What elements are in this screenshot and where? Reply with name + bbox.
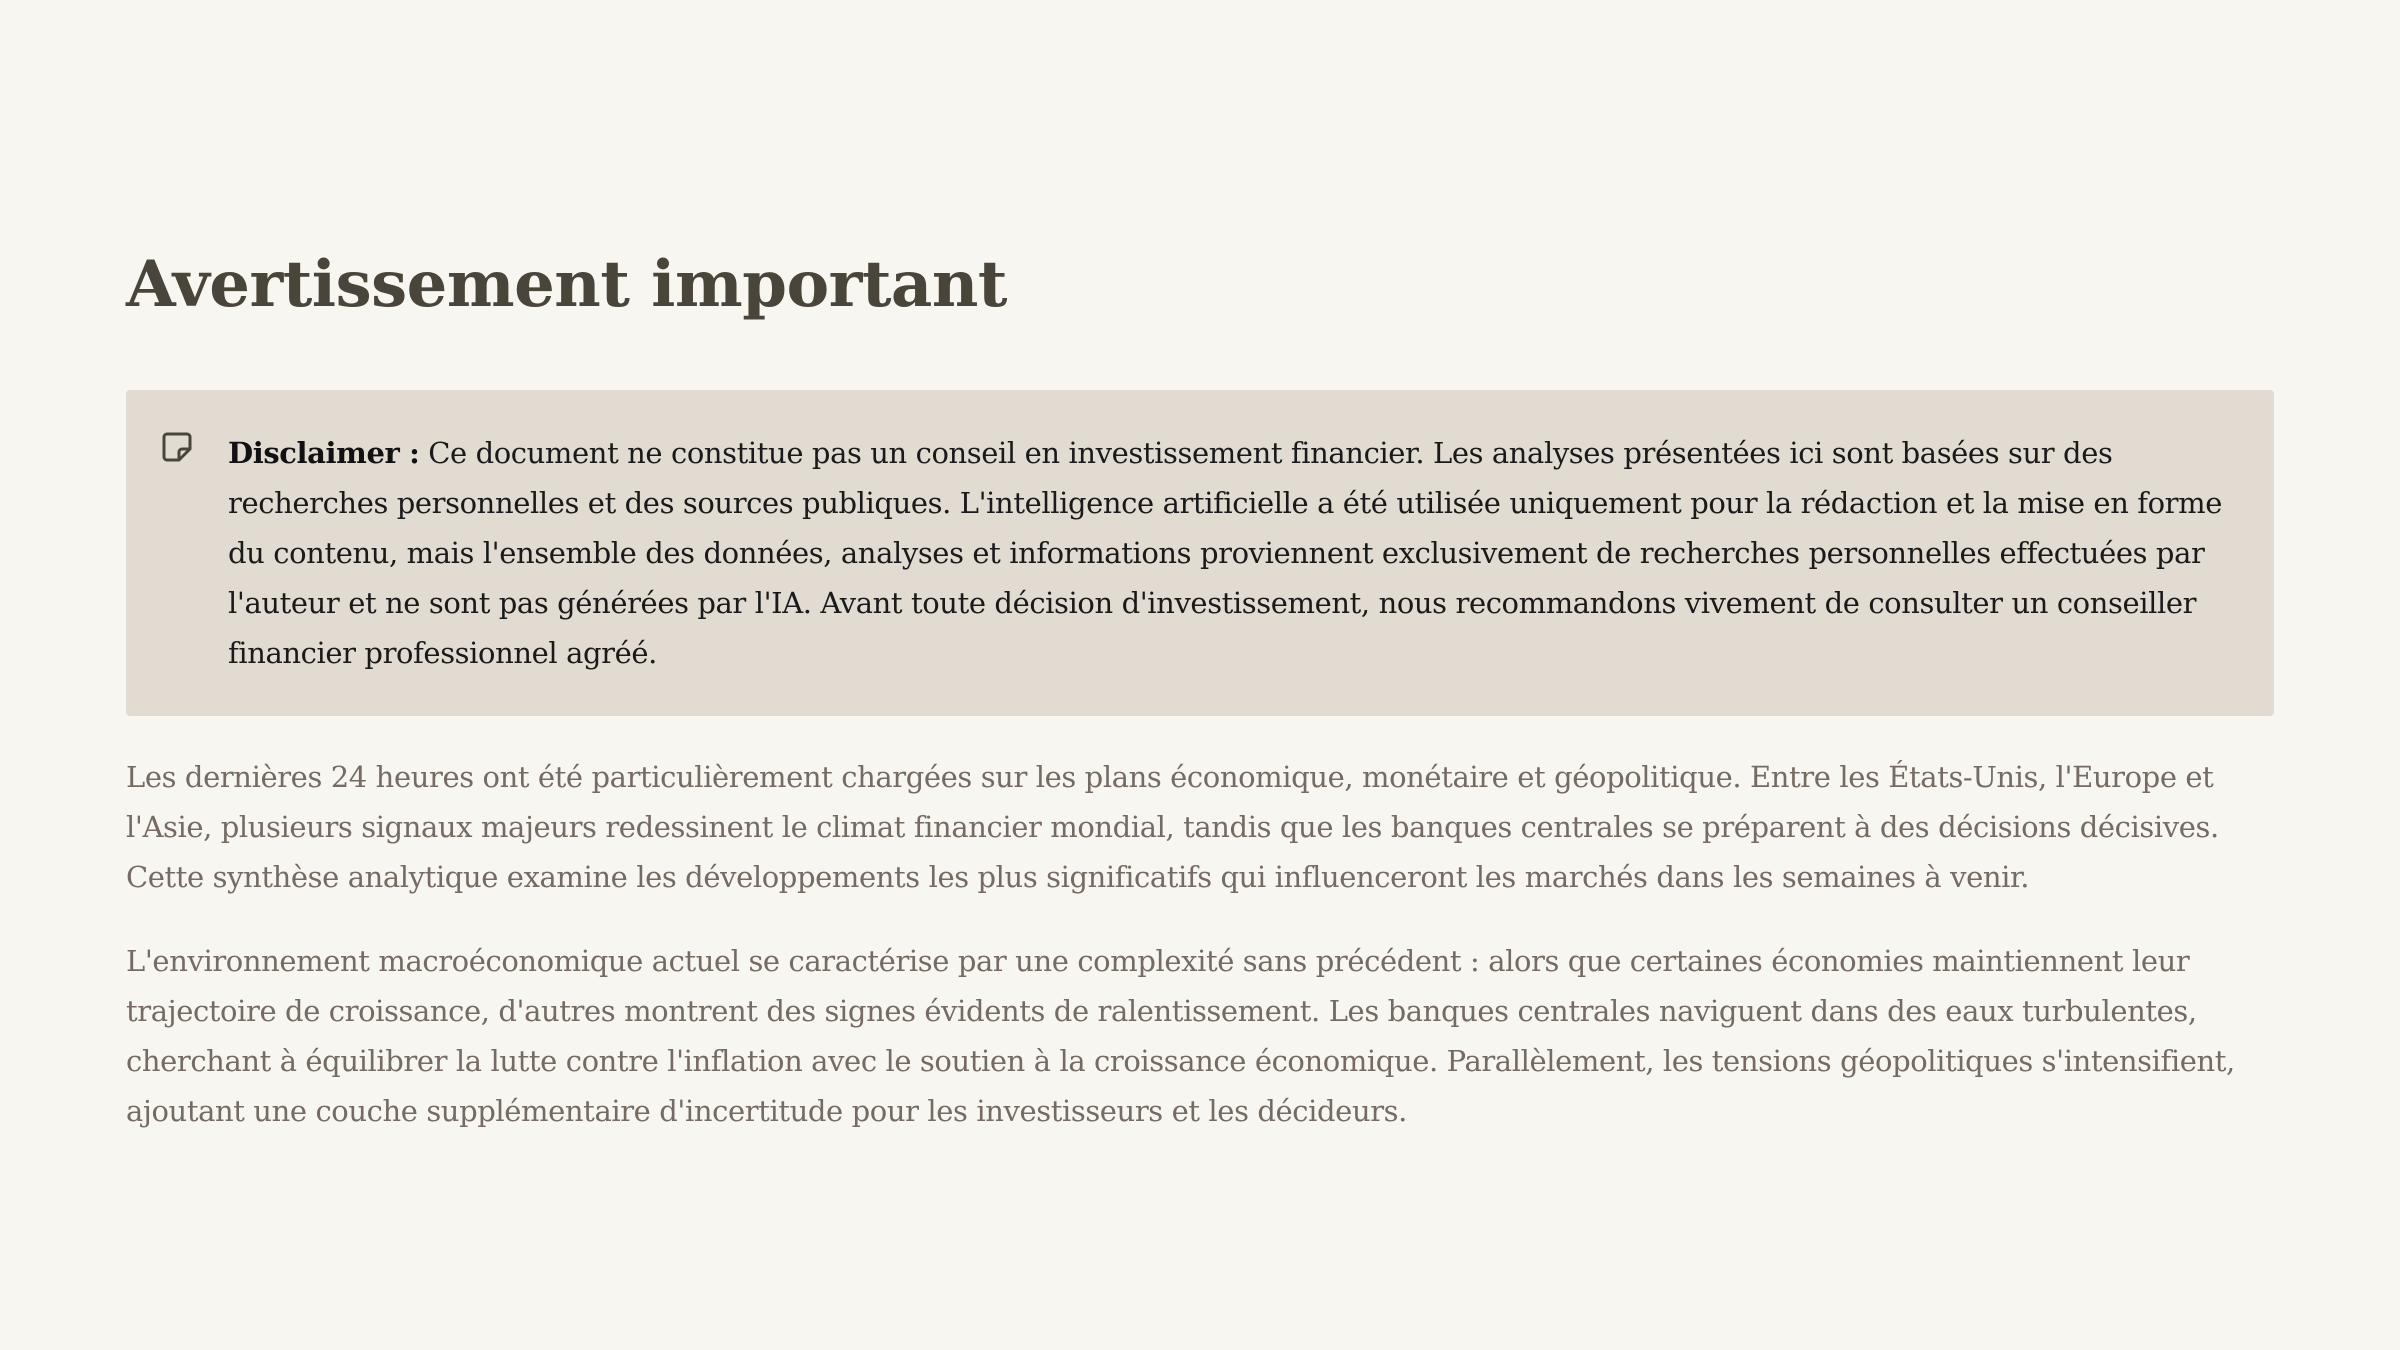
intro-paragraph: Les dernières 24 heures ont été particulièrement chargées sur les plans économique, monétaire et géopolitique. Entre les États-Unis, l'Europe et l'Asie, plusieurs signaux majeurs redessinent le climat financier mondial, tandis que les banques centrales se préparent à des décisions décisives. Cette synthèse analytique examine les développements les plus significatifs qui influenceront les marchés dans les semaines à venir. bbox=[126, 760, 2219, 894]
disclaimer-label: Disclaimer : bbox=[228, 436, 420, 470]
note-icon bbox=[160, 430, 194, 464]
document-page bbox=[126, 240, 2274, 1136]
disclaimer-text bbox=[228, 428, 2234, 678]
page-title: Avertissement important bbox=[126, 247, 1007, 322]
context-paragraph: L'environnement macroéconomique actuel se caractérise par une complexité sans précédent : alors que certaines économies maintiennent leur trajectoire de croissance, d'autres montrent des signes évidents de ralentissement. Les banques centrales naviguent dans des eaux turbulentes, cherchant à équilibrer la lutte contre l'inflation avec le soutien à la croissance économique. Parallèlement, les tensions géopolitiques s'intensifient, ajoutant une couche supplémentaire d'incertitude pour les investisseurs et les décideurs. bbox=[126, 944, 2235, 1128]
disclaimer-body: Ce document ne constitue pas un conseil en investissement financier. Les analyses présentées ici sont basées sur des recherches personnelles et des sources publiques. L'intelligence artificielle a été utilisée uniquement pour la rédaction et la mise en forme du contenu, mais l'ensemble des données, analyses et informations proviennent exclusivement de recherches personnelles effectuées par l'auteur et ne sont pas générées par l'IA. Avant toute décision d'investissement, nous recommandons vivement de consulter un conseiller financier professionnel agréé. bbox=[228, 436, 2223, 670]
disclaimer-callout bbox=[126, 390, 2274, 716]
